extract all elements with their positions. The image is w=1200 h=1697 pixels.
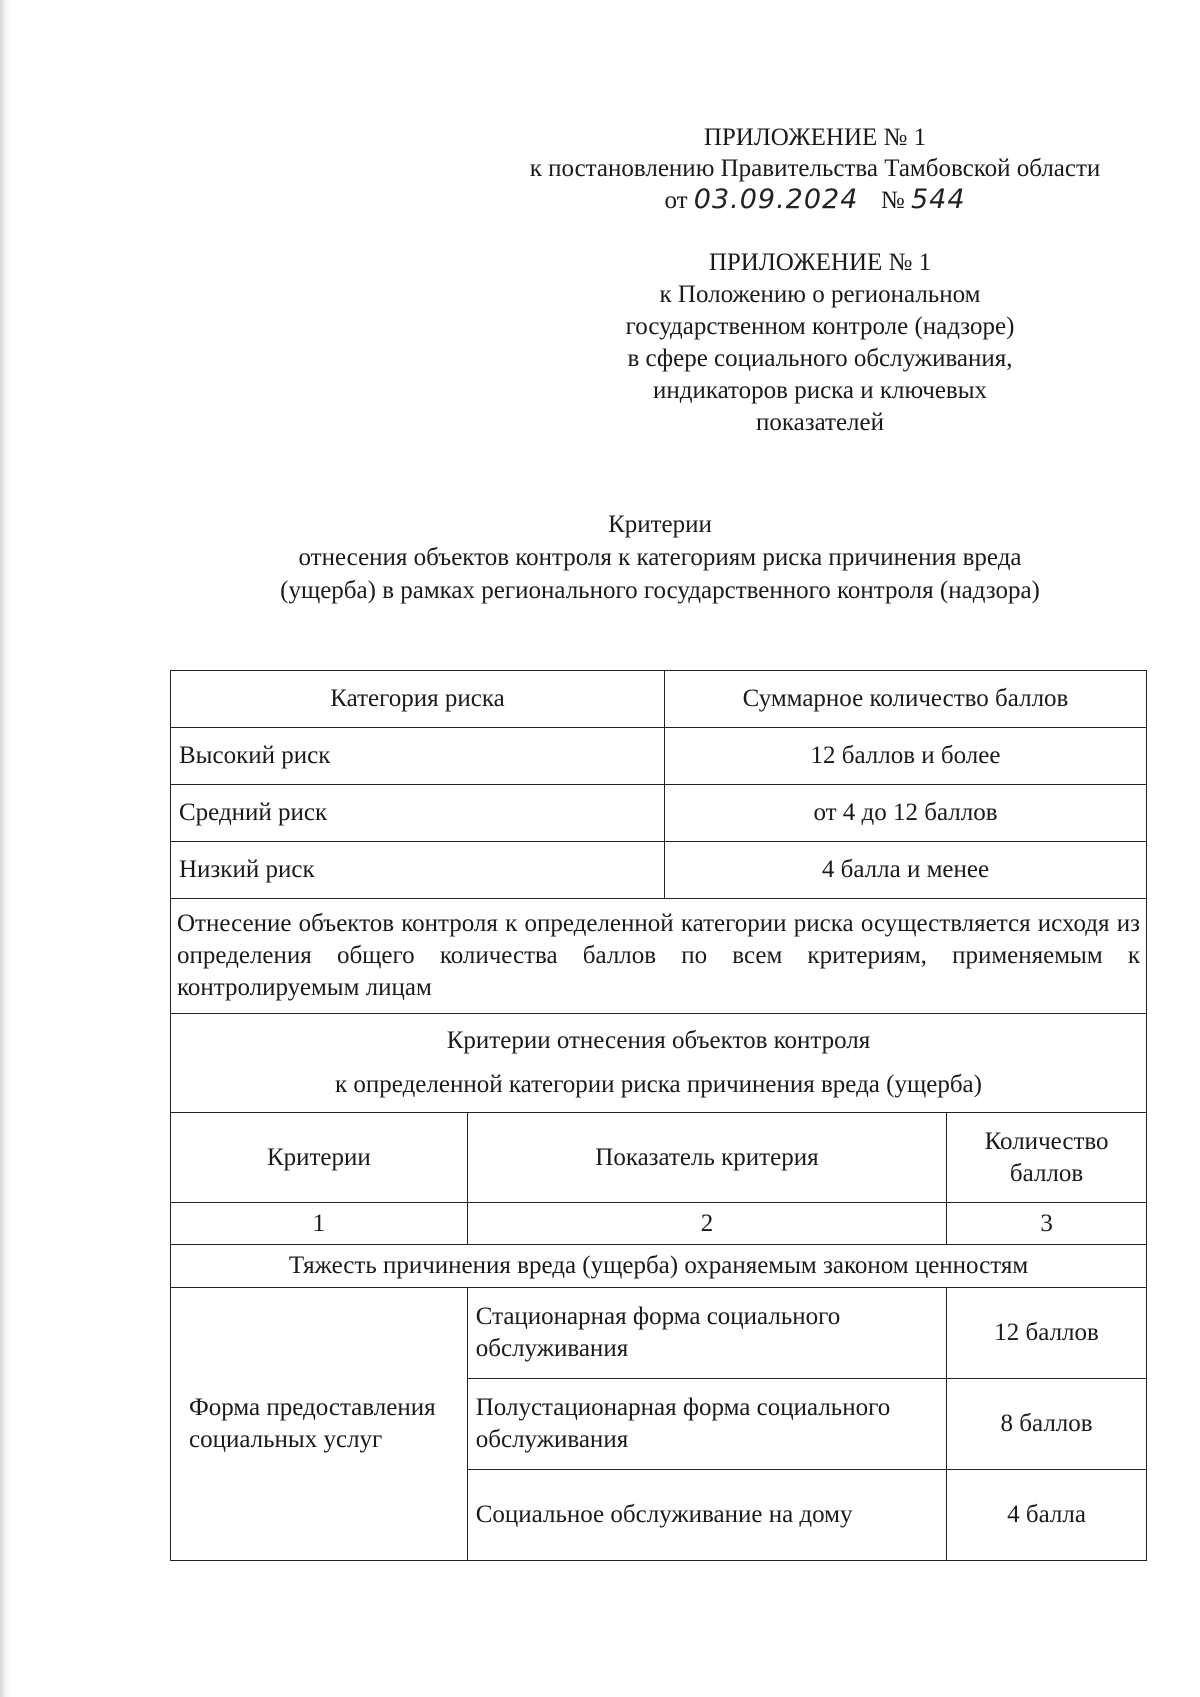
column-number-row [171, 1203, 1147, 1245]
table-row [171, 728, 1147, 785]
column-number: 3 [947, 1203, 1147, 1245]
subheading-row [171, 1014, 1147, 1113]
column-number: 1 [171, 1203, 468, 1245]
annex2-line: к Положению о региональном [659, 281, 981, 308]
date-prefix: от [664, 187, 688, 214]
annex2-line: показателей [755, 409, 885, 436]
number-prefix: № [880, 187, 905, 214]
table-header-row [171, 1113, 1147, 1203]
annex2-line: индикаторов риска и ключевых [652, 377, 988, 404]
subheading-line: к определенной категории риска причинения вреда (ущерба) [335, 1071, 982, 1098]
annex2-title: ПРИЛОЖЕНИЕ № 1 [708, 249, 932, 276]
table-row [171, 842, 1147, 899]
table-row [171, 1288, 1147, 1379]
table-header-row [171, 671, 1147, 728]
criterion-name: Форма предоставления социальных услуг [171, 1288, 468, 1561]
table-row [171, 785, 1147, 842]
section-heading: Тяжесть причинения вреда (ущерба) охраняемым законом ценностям [171, 1245, 1147, 1288]
criterion-points: 4 балла [947, 1470, 1147, 1561]
criteria-subheading [171, 1014, 1147, 1113]
annex-title: ПРИЛОЖЕНИЕ № 1 [703, 124, 927, 151]
document-title [160, 508, 1160, 607]
note-row [171, 899, 1147, 1014]
annex-header-decree [470, 122, 1160, 216]
classification-note: Отнесение объектов контроля к определенной категории риска осуществляется исходя из определения общего количества баллов по всем критериям, применяемым к контролируемым лицам [171, 899, 1147, 1014]
risk-points: 4 балла и менее [665, 842, 1147, 899]
risk-category: Средний риск [171, 785, 665, 842]
header-cell: Суммарное количество баллов [665, 671, 1147, 728]
risk-category: Низкий риск [171, 842, 665, 899]
criterion-points: 12 баллов [947, 1288, 1147, 1379]
handwritten-date: 03.09.2024 [693, 184, 859, 215]
decree-date-number [470, 184, 1160, 216]
header-cell: Категория риска [171, 671, 665, 728]
column-number: 2 [467, 1203, 946, 1245]
subheading-line: Критерии отнесения объектов контроля [446, 1027, 871, 1054]
risk-category-table [170, 670, 1147, 1113]
risk-points: 12 баллов и более [665, 728, 1147, 785]
criterion-indicator: Стационарная форма социального обслуживания [467, 1288, 946, 1379]
annex2-line: в сфере социального обслуживания, [627, 345, 1013, 372]
section-row [171, 1245, 1147, 1288]
criterion-indicator: Социальное обслуживание на дому [467, 1470, 946, 1561]
header-cell: Критерии [171, 1113, 468, 1203]
criteria-table [170, 1112, 1147, 1561]
header-cell: Количество баллов [947, 1113, 1147, 1203]
annex2-line: государственном контроле (надзоре) [625, 313, 1015, 340]
criterion-indicator: Полустационарная форма социального обслуживания [467, 1379, 946, 1470]
title-line: (ущерба) в рамках регионального государственного контроля (надзора) [280, 577, 1040, 604]
header-cell: Показатель критерия [467, 1113, 946, 1203]
annex-reference: к постановлению Правительства Тамбовской области [529, 155, 1101, 182]
title-line: Критерии [608, 511, 712, 538]
criterion-points: 8 баллов [947, 1379, 1147, 1470]
handwritten-number: 544 [911, 184, 966, 215]
risk-category: Высокий риск [171, 728, 665, 785]
risk-points: от 4 до 12 баллов [665, 785, 1147, 842]
annex-header-regulation [560, 247, 1080, 439]
scan-edge [0, 0, 10, 1697]
title-line: отнесения объектов контроля к категориям риска причинения вреда [298, 544, 1022, 571]
